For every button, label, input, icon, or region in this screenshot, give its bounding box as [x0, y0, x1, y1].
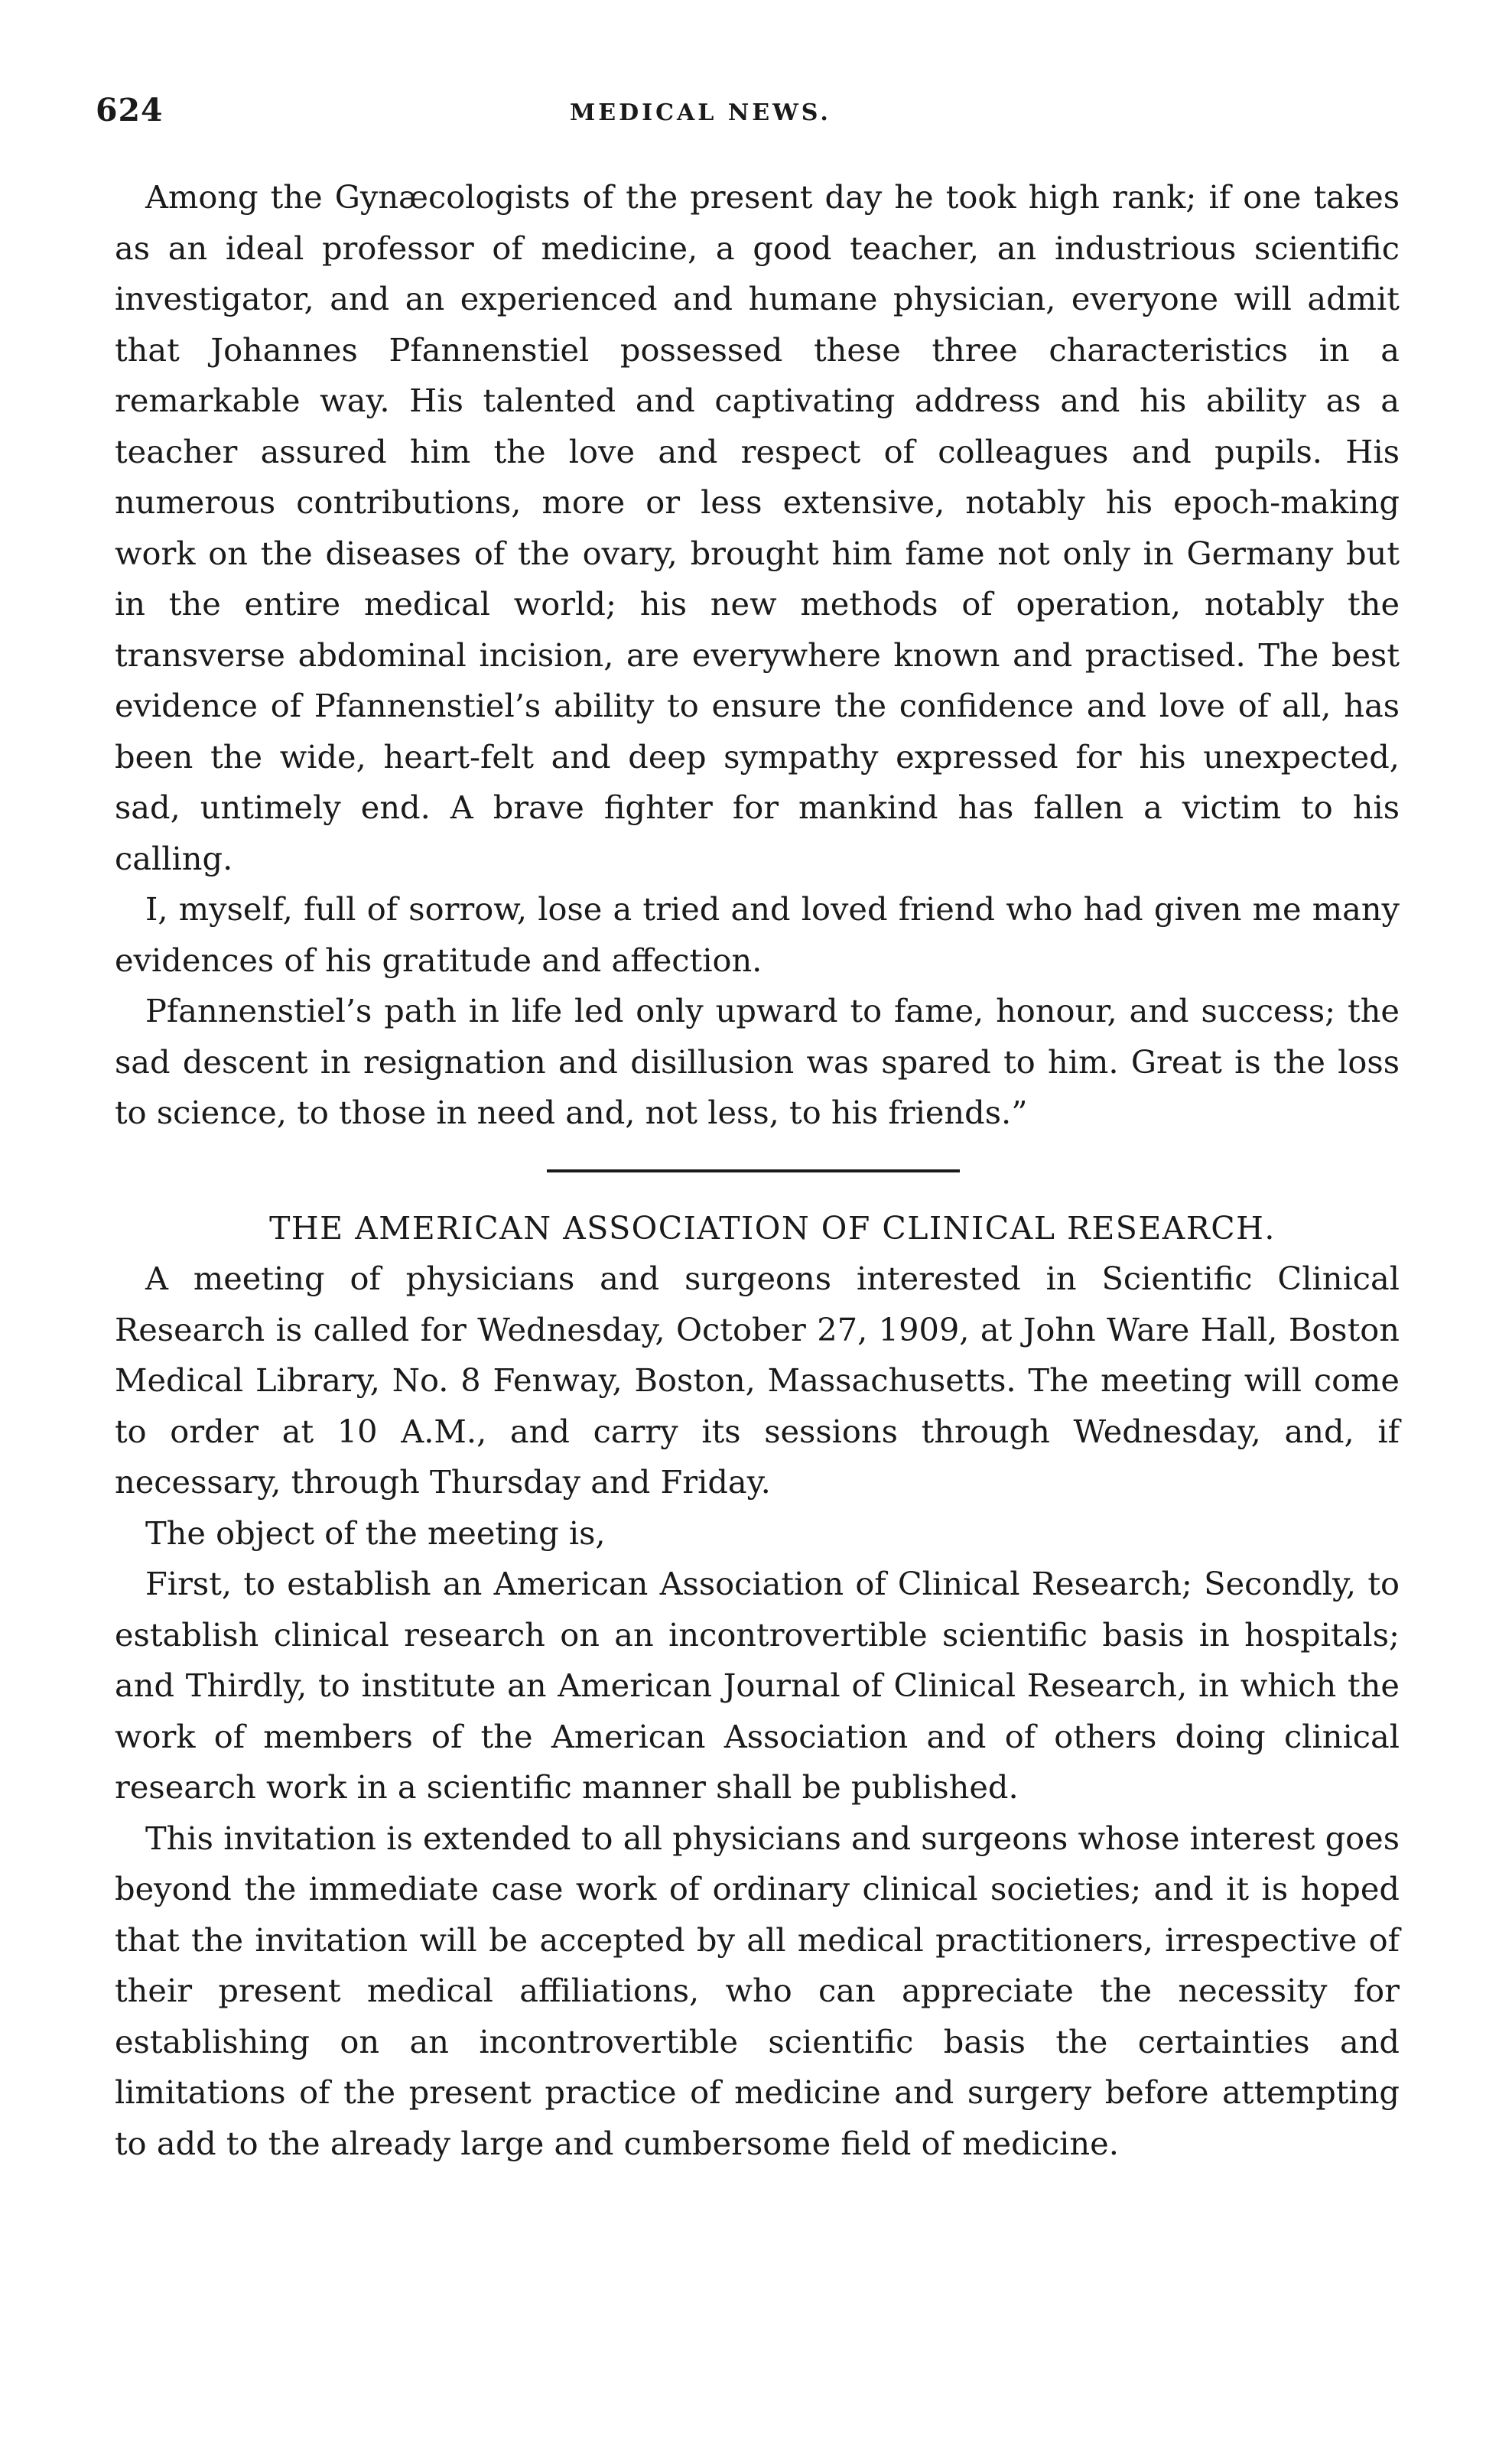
paragraph: A meeting of physicians and surgeons interested in Scientific Clinical Research is called for Wednesday, October 27, 1909, at John Ware Hall, Boston Medical Library, No. 8 Fenway, Boston, Massachusetts. The meeting will come to order at 10 A.M., and carry its sessions through Wednesday, and, if necessary, through Thursday and Friday.: [115, 1260, 1400, 1501]
page-header: [96, 92, 1411, 138]
paragraph: First, to establish an American Association of Clinical Research; Secondly, to establish clinical research on an incontrovertible scientific basis in hospitals; and Thirdly, to institute an American Journal of Clinical Research, in which the work of members of the American Association and of others doing clinical research work in a scientific manner shall be published.: [115, 1565, 1400, 1806]
article-clinical-research: [115, 1203, 1400, 2170]
article-pfannenstiel: [115, 172, 1400, 1139]
running-head: MEDICAL NEWS.: [570, 99, 831, 126]
paragraph: The object of the meeting is,: [145, 1514, 606, 1552]
paragraph: This invitation is extended to all physicians and surgeons whose interest goes beyond the immediate case work of ordinary clinical societies; and it is hoped that the invitation will be accepted by all medical practitioners, irrespective of their present medical affiliations, who can appreciate the necessity for establishing on an incontrovertible scientific basis the certainties and limitations of the present practice of medicine and surgery before attempting to add to the already large and cumbersome field of medicine.: [115, 1819, 1400, 2162]
text-column: [115, 172, 1400, 2169]
section-divider: [547, 1169, 960, 1172]
paragraph: I, myself, full of sorrow, lose a tried and loved friend who had given me many evidences of his gratitude and affection.: [115, 890, 1400, 979]
section-title: THE AMERICAN ASSOCIATION OF CLINICAL RESEARCH.: [269, 1209, 1276, 1247]
paragraph: Among the Gynæcologists of the present day he took high rank; if one takes as an ideal professor of medicine, a good teacher, an industrious scientific investigator, and an experienced and humane physician, everyone will admit that Johannes Pfannenstiel possessed these three characteristics in a remarkable way. His talented and captivating address and his ability as a teacher assured him the love and respect of colleagues and pupils. His numerous contributions, more or less extensive, notably his epoch-making work on the diseases of the ovary, brought him fame not only in Germany but in the entire medical world; his new methods of operation, notably the transverse abdominal incision, are everywhere known and practised. The best evidence of Pfannenstiel’s ability to ensure the confidence and love of all, has been the wide, heart-felt and deep sympathy expressed for his unexpected, sad, untimely end. A brave fighter for mankind has fallen a victim to his calling.: [115, 178, 1400, 877]
page-number: 624: [96, 92, 164, 128]
paragraph: Pfannenstiel’s path in life led only upward to fame, honour, and success; the sad descent in resignation and disillusion was spared to him. Great is the loss to science, to those in need and, not less, to his friends.”: [115, 992, 1400, 1131]
